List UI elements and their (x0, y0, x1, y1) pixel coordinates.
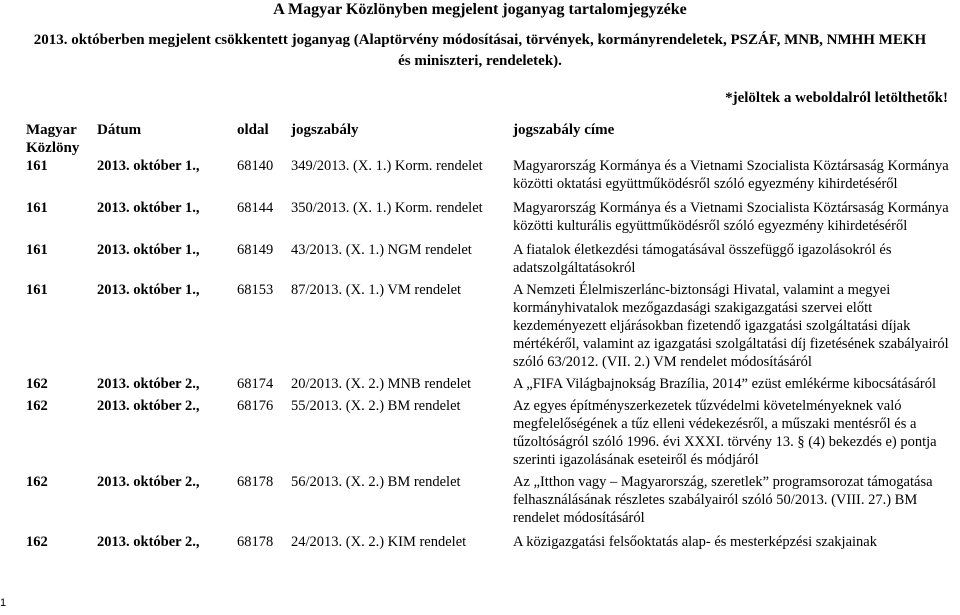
row-date: 2013. október 2., (97, 534, 200, 550)
table-body (26, 157, 956, 555)
row-page: 68176 (237, 398, 274, 414)
row-page: 68140 (237, 158, 274, 174)
document-title: A Magyar Közlönyben megjelent joganyag tartalomjegyzéke (273, 1, 687, 18)
header-jogszabaly-cime: jogszabály címe (513, 122, 615, 138)
table-row (26, 397, 956, 469)
row-law: 20/2013. (X. 2.) MNB rendelet (291, 376, 472, 392)
row-mk: 161 (26, 200, 48, 216)
header-jogszabaly: jogszabály (291, 122, 359, 138)
row-date: 2013. október 1., (97, 158, 200, 174)
row-mk: 161 (26, 158, 48, 174)
row-page: 68149 (237, 242, 274, 258)
downloadable-note: *jelöltek a weboldalról letölthetők! (725, 90, 948, 106)
row-page: 68174 (237, 376, 274, 392)
document-subtitle: 2013. októberben megjelent csökkentett joganyag (Alaptörvény módosításai, törvények, kormányrendeletek, PSZÁF, MNB, NMHH MEKH és miniszteri, rendeletek). (33, 32, 927, 69)
table-header (26, 121, 956, 161)
row-title: A Nemzeti Élelmiszerlánc-biztonsági Hivatal, valamint a megyei kormányhivatalok mezőgazdasági szakigazgatási szervei előtt kezdeményezett eljárásokban fizetendő igazgatási szolgáltatási díjak mértékéről, valamint az igazgatási szolgáltatási díj fizetésének szabályairól szóló 63/2012. (VII. 2.) VM rendelet módosításáról (513, 282, 949, 370)
header-magyar-kozlony: Magyar Közlöny (26, 122, 80, 156)
table-row (26, 281, 956, 371)
row-title: A fiatalok életkezdési támogatásával összefüggő igazolásokról és adatszolgáltatásokról (513, 242, 892, 276)
table-row (26, 157, 956, 193)
row-title: A közigazgatási felsőoktatás alap- és mesterképzési szakjainak (513, 534, 877, 550)
row-mk: 161 (26, 282, 48, 298)
row-title: Magyarország Kormánya és a Vietnami Szocialista Köztársaság Kormánya közötti oktatási együttműködésről szóló egyezmény kihirdetéséről (513, 158, 949, 192)
row-date: 2013. október 1., (97, 200, 200, 216)
row-mk: 162 (26, 376, 48, 392)
header-datum: Dátum (97, 122, 142, 138)
row-law: 350/2013. (X. 1.) Korm. rendelet (291, 200, 483, 216)
table-row (26, 375, 956, 393)
row-page: 68144 (237, 200, 274, 216)
row-law: 55/2013. (X. 2.) BM rendelet (291, 398, 461, 414)
row-law: 56/2013. (X. 2.) BM rendelet (291, 474, 461, 490)
row-mk: 161 (26, 242, 48, 258)
row-page: 68178 (237, 534, 274, 550)
row-page: 68178 (237, 474, 274, 490)
table-row (26, 241, 956, 277)
row-date: 2013. október 2., (97, 376, 200, 392)
table-row (26, 473, 956, 527)
row-title: Az „Itthon vagy – Magyarország, szeretlek” programsorozat támogatása felhasználásának részletes szabályairól szóló 50/2013. (VIII. 27.) BM rendelet módosításáról (513, 474, 933, 526)
row-date: 2013. október 1., (97, 242, 200, 258)
row-date: 2013. október 2., (97, 474, 200, 490)
row-law: 24/2013. (X. 2.) KIM rendelet (291, 534, 467, 550)
row-title: Magyarország Kormánya és a Vietnami Szocialista Köztársaság Kormánya közötti kulturális együttműködésről szóló egyezmény kihirdetéséről (513, 200, 949, 234)
row-title: Az egyes építményszerkezetek tűzvédelmi követelményeknek való megfelelőségének a tűz elleni védekezésről, a műszaki mentésről és a tűzoltóságról szóló 1996. évi XXXI. törvény 13. § (4) bekezdés e) pontja szerinti igazolásának eseteiről és módjáról (513, 398, 937, 468)
row-page: 68153 (237, 282, 274, 298)
row-law: 87/2013. (X. 1.) VM rendelet (291, 282, 462, 298)
row-date: 2013. október 1., (97, 282, 200, 298)
row-mk: 162 (26, 474, 48, 490)
header-oldal: oldal (237, 122, 269, 138)
table-row (26, 533, 956, 551)
row-title: A „FIFA Világbajnokság Brazília, 2014” ezüst emlékérme kibocsátásáról (513, 376, 937, 392)
row-mk: 162 (26, 534, 48, 550)
row-law: 43/2013. (X. 1.) NGM rendelet (291, 242, 472, 258)
row-mk: 162 (26, 398, 48, 414)
row-date: 2013. október 2., (97, 398, 200, 414)
table-row (26, 199, 956, 235)
row-law: 349/2013. (X. 1.) Korm. rendelet (291, 158, 483, 174)
page-number: 1 (0, 597, 7, 609)
